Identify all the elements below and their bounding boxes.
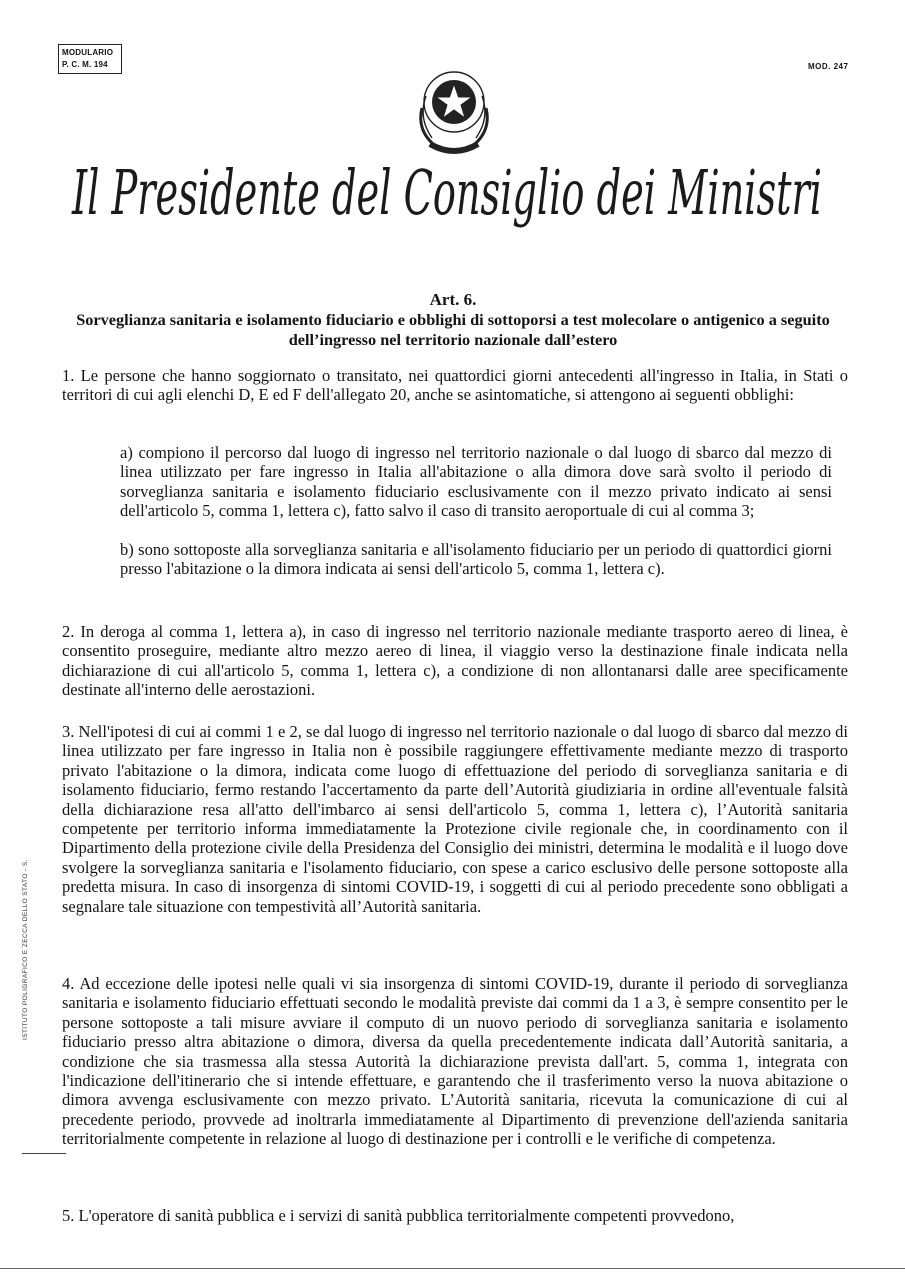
margin-mark: [22, 1153, 66, 1154]
script-title-text: Il Presidente del Consiglio dei Ministri: [71, 156, 822, 229]
presidency-script-heading: [62, 152, 832, 247]
article-title: Sorveglianza sanitaria e isolamento fiduciario e obblighi di sottoporsi a test molecolare o antigenico a seguito dell’ingresso nel territorio nazionale dall’estero: [76, 310, 830, 349]
page-bottom-rule: [0, 1268, 905, 1269]
paragraph-1-item-b: b) sono sottoposte alla sorveglianza sanitaria e all'isolamento fiduciario per un periodo di quattordici giorni presso l'abitazione o la dimora indicata ai sensi dell'articolo 5, comma 1, lettera c).: [120, 540, 832, 579]
italian-republic-emblem-icon: [408, 58, 500, 158]
article-number: Art. 6.: [429, 290, 477, 309]
paragraph-2: 2. In deroga al comma 1, lettera a), in caso di ingresso nel territorio nazionale mediante trasporto aereo di linea, è consentito proseguire, mediante altro mezzo aereo di linea, il viaggio verso la destinazione finale indicata nella dichiarazione di cui all'articolo 5, comma 1, lettera c), a condizione di non allontanarsi dalle aree specificamente destinate all'interno delle aerostazioni.: [62, 622, 848, 700]
paragraph-1: 1. Le persone che hanno soggiornato o transitato, nei quattordici giorni antecedenti all'ingresso in Italia, in Stati o territori di cui agli elenchi D, E ed F dell'allegato 20, anche se asintomatiche, si attengono ai seguenti obblighi:: [62, 366, 848, 405]
paragraph-1-item-a: a) compiono il percorso dal luogo di ingresso nel territorio nazionale o dal luogo di sbarco dal mezzo di linea utilizzato per fare ingresso in Italia all'abitazione o alla dimora dove sarà svolto il periodo di sorveglianza sanitaria e isolamento fiduciario esclusivamente con il mezzo privato indicato ai sensi dell'articolo 5, comma 1, lettera c), fatto salvo il caso di transito aeroportuale di cui al comma 3;: [120, 443, 832, 521]
form-number: MOD. 247: [808, 62, 849, 71]
modulario-label: MODULARIO: [62, 48, 114, 57]
paragraph-4: 4. Ad eccezione delle ipotesi nelle quali vi sia insorgenza di sintomi COVID-19, durante il periodo di sorveglianza sanitaria e isolamento fiduciario effettuati secondo le modalità previste dai commi da 1 a 3, è sempre consentito per le persone sottoposte a tali misure avviare il computo di un nuovo periodo di sorveglianza sanitaria e isolamento fiduciario presso altra abitazione o dimora, diversa da quella precedentemente indicata dall’Autorità sanitaria, a condizione che sia trasmessa alla stessa Autorità la dichiarazione prevista dall'art. 5, comma 1, integrata con l'indicazione dell'itinerario che si intende effettuare, e garantendo che il trasferimento verso la nuova abitazione o dimora avvenga esclusivamente con mezzo privato. L’Autorità sanitaria, ricevuta la comunicazione di cui al precedente periodo, provvede ad inoltrarla immediatamente al Dipartimento di prevenzione dell'azienda sanitaria territorialmente competente in relazione al luogo di destinazione per i controlli e le verifiche di competenza.: [62, 974, 848, 1149]
modulario-code: P. C. M. 194: [62, 60, 108, 69]
modulario-stamp: [58, 44, 122, 74]
paragraph-3: 3. Nell'ipotesi di cui ai commi 1 e 2, se dal luogo di ingresso nel territorio nazionale o dal luogo di sbarco dal mezzo di linea utilizzato per fare ingresso in Italia non è possibile raggiungere effettivamente mediante mezzo di trasporto privato l'abitazione o la dimora, indicata come luogo di effettuazione del periodo di sorveglianza sanitaria e di isolamento fiduciario, fermo restando l'accertamento da parte dell’Autorità giudiziaria in ordine all'eventuale falsità della dichiarazione resa all'atto dell'imbarco ai sensi dell'articolo 5, comma 1, lettera c), l’Autorità sanitaria competente per territorio informa immediatamente la Protezione civile regionale che, in coordinamento con il Dipartimento della protezione civile della Presidenza del Consiglio dei ministri, determina le modalità e il luogo dove svolgere la sorveglianza sanitaria e l'isolamento fiduciario, con spese a carico esclusivo delle persone sottoposte alla predetta misura. In caso di insorgenza di sintomi COVID-19, i soggetti di cui al periodo precedente sono obbligati a segnalare tale situazione con tempestività all’Autorità sanitaria.: [62, 722, 848, 916]
paragraph-5: 5. L'operatore di sanità pubblica e i servizi di sanità pubblica territorialmente competenti provvedono,: [62, 1206, 735, 1225]
printing-office-stamp: ISTITUTO POLIGRAFICO E ZECCA DELLO STATO - S.: [22, 859, 29, 1040]
